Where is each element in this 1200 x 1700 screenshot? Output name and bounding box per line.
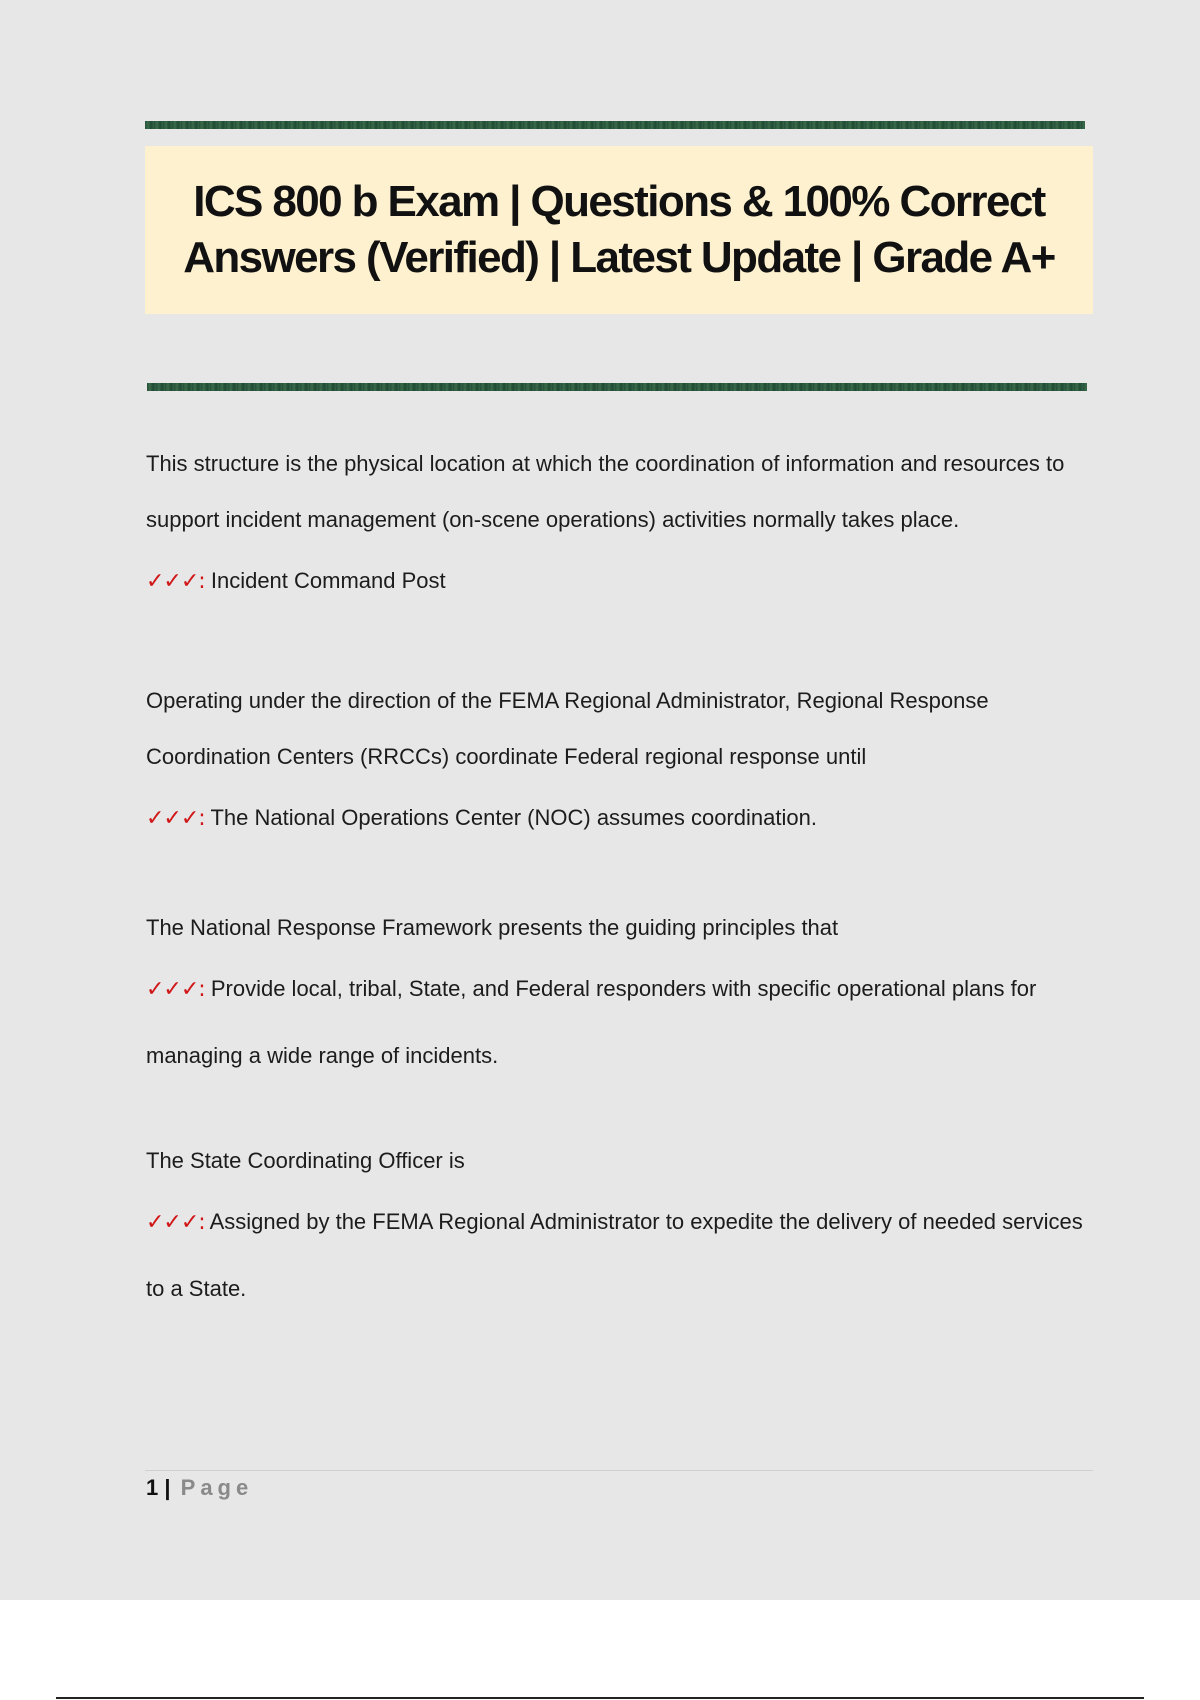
answer-line: [146, 1189, 1096, 1322]
qa-item-4: [146, 1133, 1096, 1322]
question-text: The State Coordinating Officer is: [146, 1148, 465, 1173]
footer-divider: [145, 1470, 1093, 1471]
qa-item-1: [146, 436, 1096, 615]
qa-list: [146, 436, 1096, 1322]
page-label: Page: [180, 1475, 254, 1500]
checkmark-icon: ✓✓✓:: [146, 569, 205, 594]
footer-separator: |: [158, 1475, 177, 1500]
title-bottom-rule: [147, 383, 1087, 391]
title-top-rule: [145, 121, 1085, 129]
qa-item-2: [146, 673, 1096, 852]
checkmark-icon: ✓✓✓:: [146, 806, 205, 831]
page-footer: [146, 1474, 253, 1502]
qa-item-3: [146, 900, 1096, 1089]
answer-text: The National Operations Center (NOC) assumes coordination.: [210, 805, 817, 830]
question-text: Operating under the direction of the FEMA Regional Administrator, Regional Response Coordination Centers (RRCCs) coordinate Federal regional response until: [146, 688, 989, 769]
answer-text: Incident Command Post: [210, 568, 446, 593]
answer-line: [146, 956, 1096, 1089]
answer-line: [146, 785, 1096, 852]
answer-text: Provide local, tribal, State, and Federal responders with specific operational plans for managing a wide range of incidents.: [146, 976, 1037, 1068]
bottom-border-line: [56, 1697, 1144, 1699]
document-title: ICS 800 b Exam | Questions & 100% Correct Answers (Verified) | Latest Update | Grade A+: [183, 177, 1055, 282]
answer-text: Assigned by the FEMA Regional Administrator to expedite the delivery of needed services to a State.: [146, 1209, 1083, 1301]
question-text: This structure is the physical location at which the coordination of information and resources to support incident management (on-scene operations) activities normally takes place.: [146, 451, 1065, 532]
checkmark-icon: ✓✓✓:: [146, 977, 205, 1002]
title-banner: [145, 146, 1093, 314]
answer-line: [146, 548, 1096, 615]
page-number: 1: [146, 1475, 159, 1500]
checkmark-icon: ✓✓✓:: [146, 1210, 205, 1235]
question-text: The National Response Framework presents the guiding principles that: [146, 915, 839, 940]
